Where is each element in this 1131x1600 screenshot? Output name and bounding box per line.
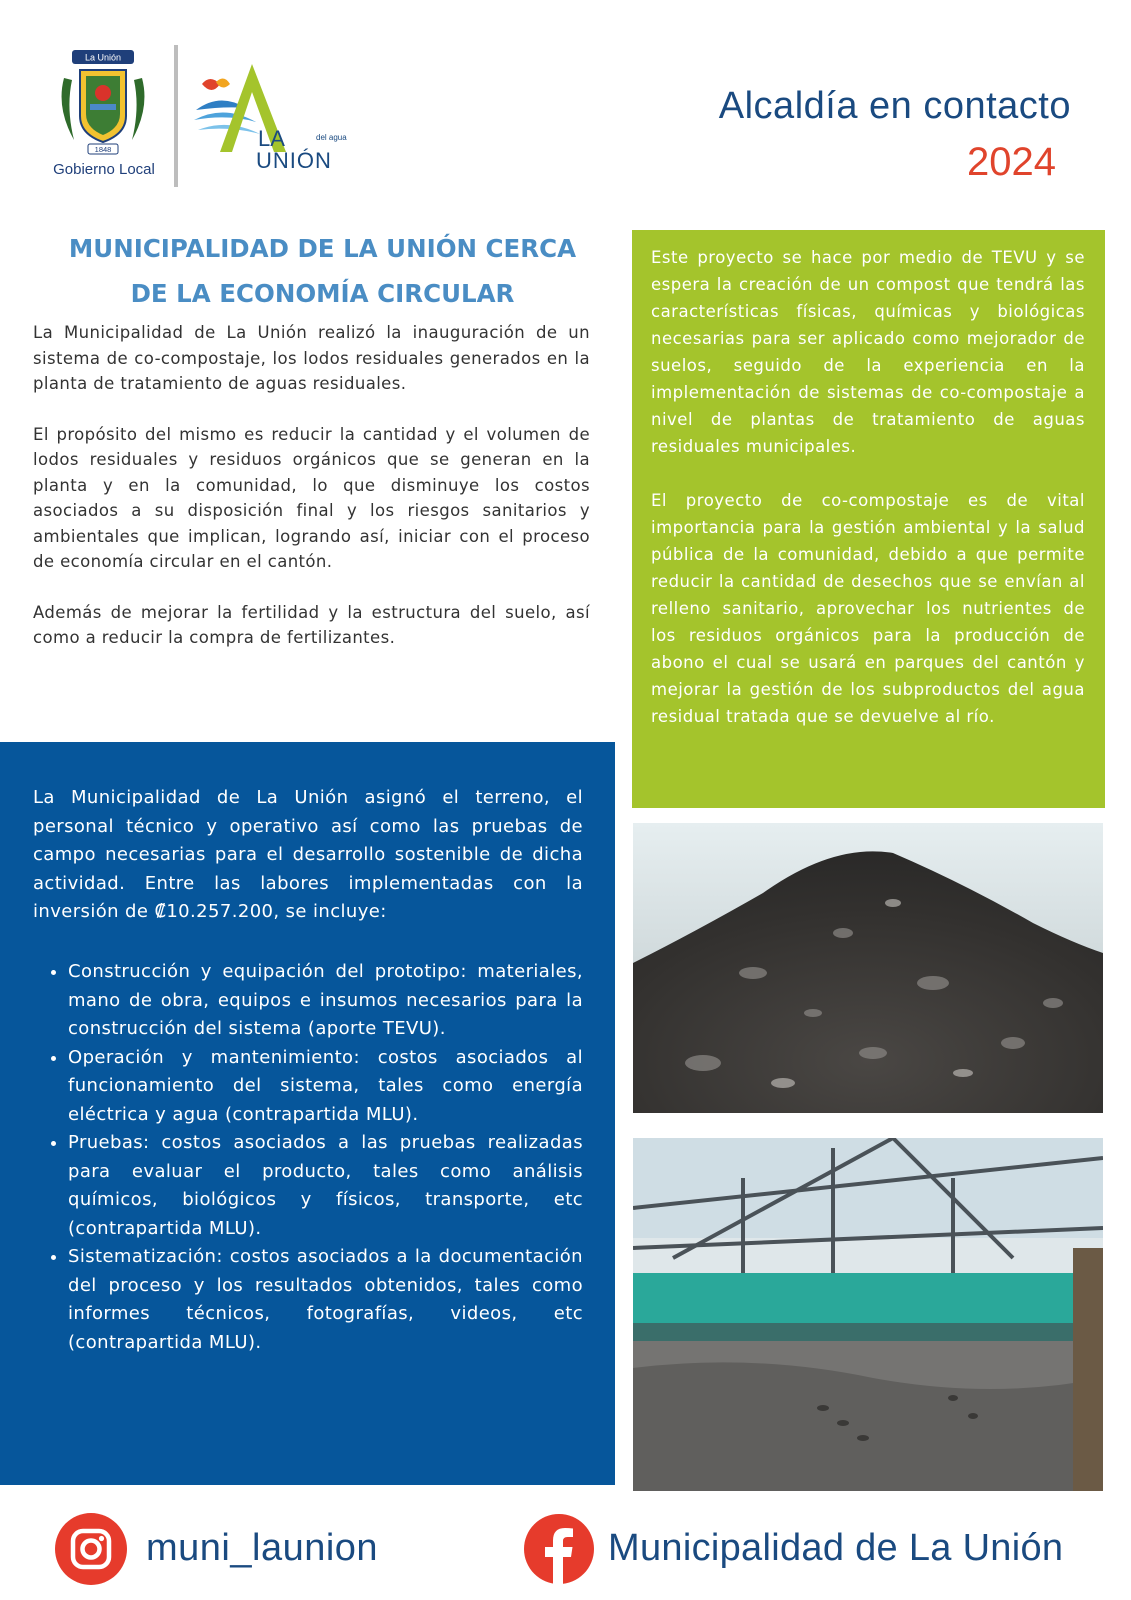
header-year: 2024 [967, 140, 1056, 184]
investment-intro: La Municipalidad de La Unión asignó el terreno, el personal técnico y operativo así como las pruebas de campo necesarias para el desarrollo sostenible de dicha actividad. Entre las labores implementadas con la inversión de ₡10.257.200, se incluye: [33, 787, 583, 922]
main-heading-line-2: DE LA ECONOMÍA CIRCULAR [130, 279, 515, 308]
header-title: Alcaldía en contacto [718, 85, 1071, 127]
brand-la-text: LA [258, 126, 285, 151]
facebook-icon[interactable] [524, 1514, 594, 1584]
intro-paragraph: Además de mejorar la fertilidad y la estructura del suelo, así como a reducir la compra de fertilizantes. [33, 602, 590, 647]
instagram-icon[interactable] [55, 1513, 127, 1585]
main-heading [40, 226, 605, 316]
instagram-handle[interactable]: muni_launion [146, 1527, 379, 1569]
intro-text [33, 320, 590, 676]
project-text [651, 244, 1085, 757]
intro-paragraph: El propósito del mismo es reducir la cantidad y el volumen de lodos residuales y residuos orgánicos que se generan en la planta y en la comunidad, lo que disminuye los costos asociados a su disposición final y los riesgos sanitarios y ambientales que implican, logrando así, iniciar con el proceso de economía circular en el cantón. [33, 424, 590, 571]
header-divider [174, 45, 178, 187]
crest-year-text: 1848 [94, 145, 112, 154]
list-item: • Construcción y equipación del prototipo: materiales, mano de obra, equipos e insumos necesarios para la construcción del sistema (aporte TEVU). [68, 958, 583, 1044]
intro-paragraph: La Municipalidad de La Unión realizó la inauguración de un sistema de co-compostaje, los lodos residuales generados en la planta de tratamiento de aguas residuales. [33, 323, 590, 393]
list-item: • Operación y mantenimiento: costos asociados al funcionamiento del sistema, tales como energía eléctrica y agua (contrapartida MLU). [68, 1044, 583, 1130]
project-paragraph: El proyecto de co-compostaje es de vital importancia para la gestión ambiental y la salud pública de la comunidad, debido a que permite reducir la cantidad de desechos que se envían al relleno sanitario, aprovechar los nutrientes de los residuos orgánicos para la producción de abono el cual se usará en parques del cantón y mejorar la gestión de los subproductos del agua residual tratada que se devuelve al río. [651, 491, 1085, 726]
project-paragraph: Este proyecto se hace por medio de TEVU y se espera la creación de un compost que tendrá las características físicas, químicas y biológicas necesarias para ser aplicado como mejorador de suelos, seguido de la experiencia en la implementación de sistemas de co-compostaje a nivel de plantas de tratamiento de aguas residuales municipales. [651, 248, 1085, 456]
investment-list [33, 958, 583, 1357]
brand-tagline-text: del agua [316, 133, 347, 142]
list-item: • Sistematización: costos asociados a la documentación del proceso y los resultados obtenidos, tales como informes técnicos, fotografías, videos, etc (contrapartida MLU). [68, 1243, 583, 1357]
main-heading-line-1: MUNICIPALIDAD DE LA UNIÓN CERCA [68, 234, 577, 263]
la-union-brand-logo [190, 62, 360, 180]
list-item: • Pruebas: costos asociados a las pruebas realizadas para evaluar el producto, tales como análisis químicos, biológicos y físicos, transporte, etc (contrapartida MLU). [68, 1129, 583, 1243]
crest-banner-text: La Unión [84, 52, 122, 63]
brand-union-text: UNIÓN [256, 148, 332, 173]
co-composting-greenhouse-photo [633, 1138, 1103, 1491]
gov-label: Gobierno Local [53, 161, 155, 178]
municipal-crest-logo [52, 48, 154, 160]
compost-pile-photo [633, 823, 1103, 1113]
facebook-page-name[interactable]: Municipalidad de La Unión [608, 1527, 1064, 1569]
